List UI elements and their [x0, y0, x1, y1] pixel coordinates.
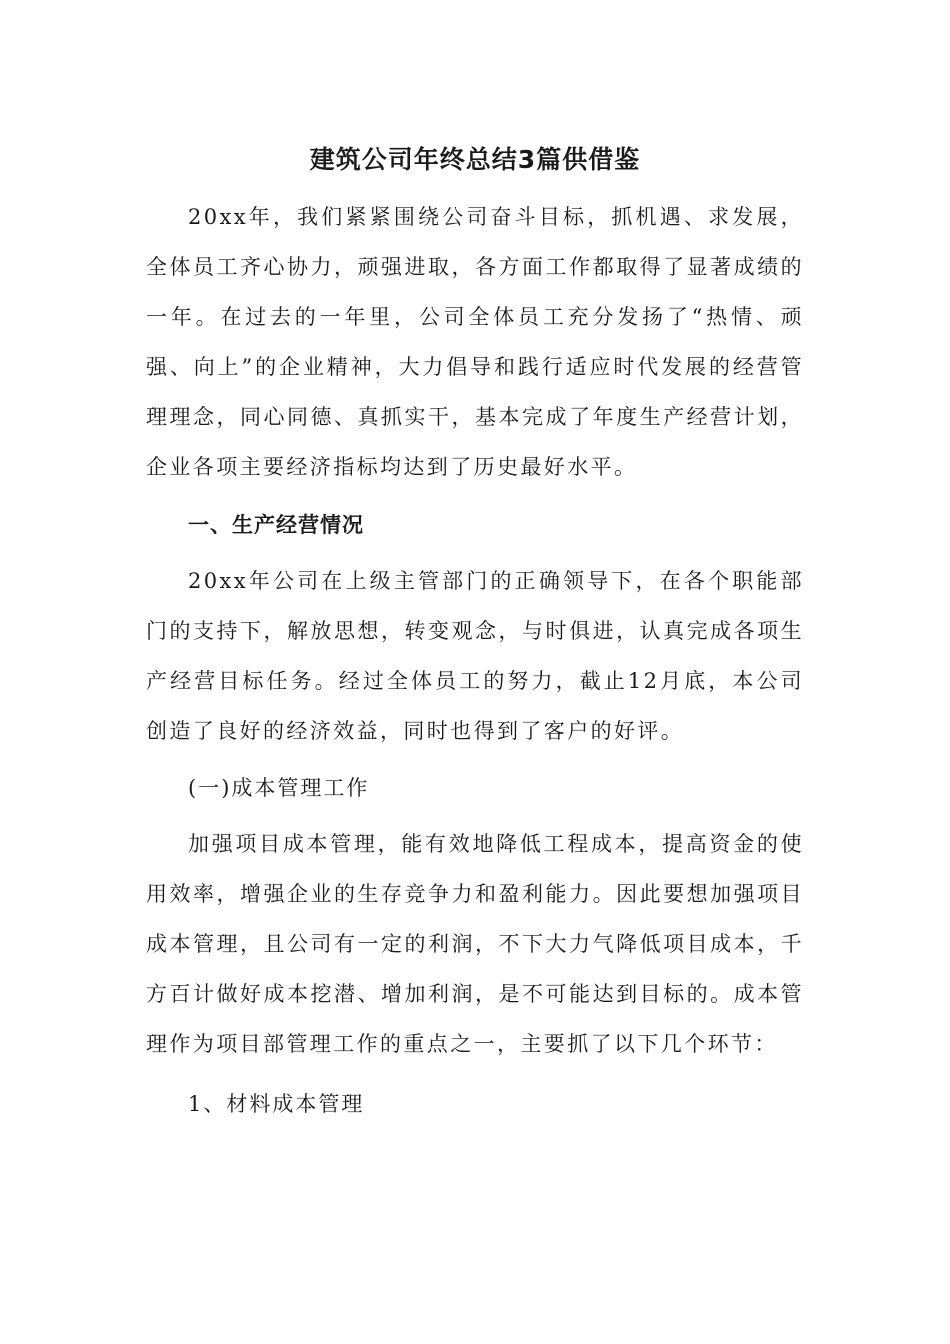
subsection-paragraph-cost: 加强项目成本管理，能有效地降低工程成本，提高资金的使用效率，增强企业的生存竞争力和盈利能力。因此要想加强项目成本管理，且公司有一定的利润，不下大力气降低项目成本，千方百计做好成本挖潜、增加利润，是不可能达到目标的。成本管理作为项目部管理工作的重点之一，主要抓了以下几个环节：	[146, 832, 804, 1056]
intro-paragraph: 20xx年，我们紧紧围绕公司奋斗目标，抓机遇、求发展，全体员工齐心协力，顽强进取，各方面工作都取得了显著成绩的一年。在过去的一年里，公司全体员工充分发扬了“热情、顽强、向上”的企业精神，大力倡导和践行适应时代发展的经营管理理念，同心同德、真抓实干，基本完成了年度生产经营计划，企业各项主要经济指标均达到了历史最好水平。	[146, 205, 804, 479]
subsection-heading-cost: (一)成本管理工作	[188, 776, 370, 800]
section-paragraph-production: 20xx年公司在上级主管部门的正确领导下，在各个职能部门的支持下，解放思想，转变观念，与时俱进，认真完成各项生产经营目标任务。经过全体员工的努力，截止12月底，本公司创造了良好的经济效益，同时也得到了客户的好评。	[146, 569, 804, 743]
item-heading-material-cost: 1、材料成本管理	[188, 1092, 365, 1116]
document-title: 建筑公司年终总结3篇供借鉴	[309, 145, 641, 174]
section-heading-production: 一、生产经营情况	[188, 513, 364, 537]
